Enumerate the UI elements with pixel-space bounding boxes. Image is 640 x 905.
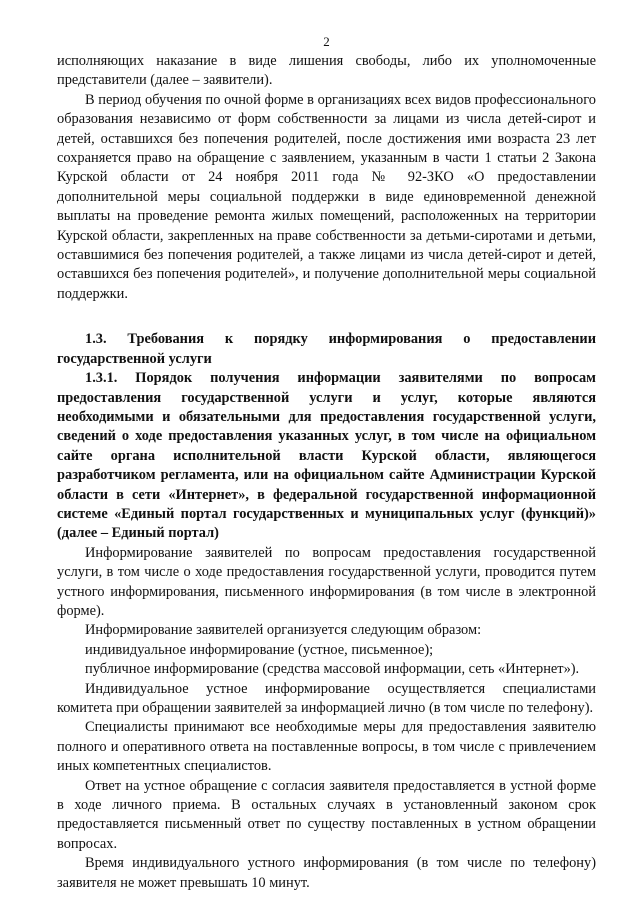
paragraph: Специалисты принимают все необходимые меры для предоставления заявителю полного и оперативного ответа на поставленные вопросы, в том числе с привлечением иных компетентных специалистов. (57, 719, 596, 775)
paragraph: исполняющих наказание в виде лишения свободы, либо их уполномоченные представители (далее – заявители). (57, 53, 596, 89)
paragraph: Время индивидуального устного информирования (в том числе по телефону) заявителя не может превышать 10 минут. (57, 855, 596, 891)
paragraph: Информирование заявителей по вопросам предоставления государственной услуги, в том числе о ходе предоставления государственной услуги, проводится путем устного информирования, письменного информирования (в том числе в электронной форме). (57, 544, 596, 619)
paragraph: индивидуальное информирование (устное, письменное); (85, 641, 434, 658)
paragraph: Информирование заявителей организуется следующим образом: (85, 622, 482, 639)
page-number: 2 (323, 34, 330, 49)
section-heading: 1.3. Требования к порядку информирования о предоставлении государственной услуги (57, 331, 596, 367)
paragraph: Ответ на устное обращение с согласия заявителя предоставляется в устной форме в ходе личного приема. В остальных случаях в установленный законом срок предоставляется письменный ответ по существу поставленных в устном обращении вопросах. (57, 777, 596, 852)
paragraph: публичное информирование (средства массовой информации, сеть «Интернет»). (85, 661, 580, 678)
spacer (57, 304, 596, 330)
paragraph: В период обучения по очной форме в организациях всех видов профессионального образования независимо от форм собственности за лицами из числа детей-сирот и детей, оставшихся без попечения родителей, после достижения ими возраста 23 лет сохраняется право на обращение с заявлением, указанным в части 1 статьи 2 Закона Курской области от 24 ноября 2011 года № 92-ЗКО «О предоставлении дополнительной меры социальной поддержки в виде единовременной денежной выплаты на проведение ремонта жилых помещений, расположенных на территории Курской области, закрепленных на праве собственности за детьми-сиротами и детьми, оставшимися без попечения родителей, а также лицами из числа детей-сирот и детей, оставшихся без попечения родителей», и получение дополнительной меры социальной поддержки. (57, 91, 596, 302)
paragraph: Индивидуальное устное информирование осуществляется специалистами комитета при обращении заявителей за информацией лично (в том числе по телефону). (57, 680, 596, 716)
subsection-heading: 1.3.1. Порядок получения информации заявителями по вопросам предоставления государственной услуги и услуг, которые являются необходимыми и обязательными для предоставления государственной услуги, сведений о ходе предоставления указанных услуг, в том числе на официальном сайте органа исполнительной власти Курской области, являющегося разработчиком регламента, или на официальном сайте Администрации Курской области в сети «Интернет», в федеральной государственной информационной системе «Единый портал государственных и муниципальных услуг (функций)» (далее – Единый портал) (57, 370, 596, 542)
